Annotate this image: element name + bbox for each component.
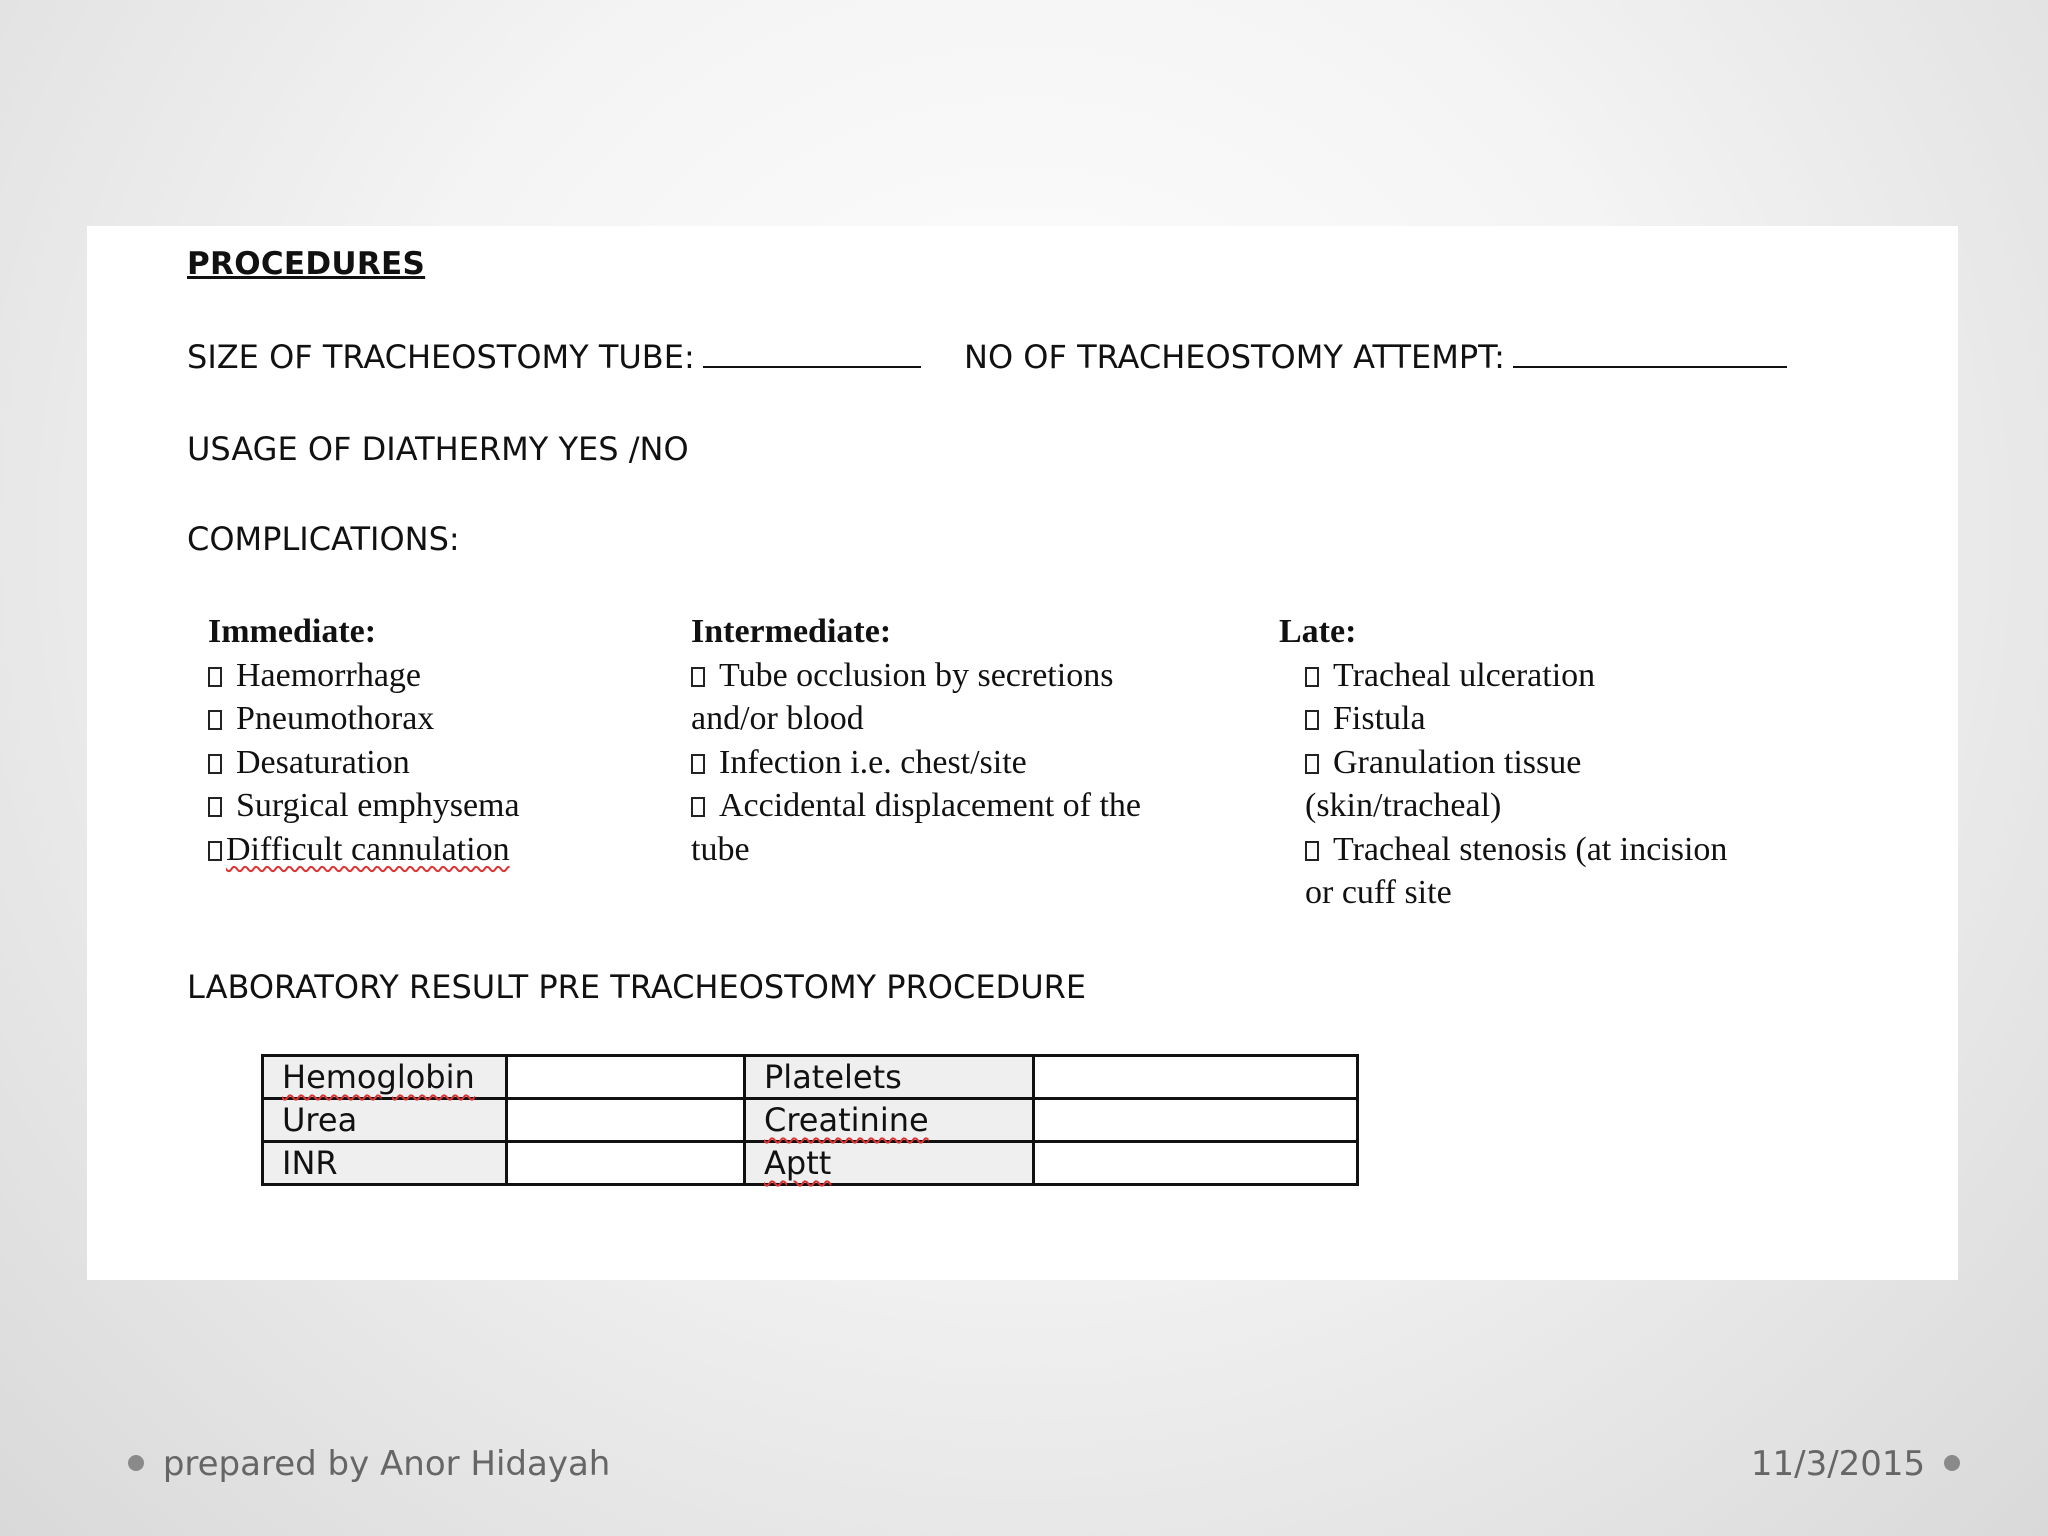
- list-item-continuation: (skin/tracheal): [1305, 787, 1502, 824]
- complications-intermediate: [691, 610, 1141, 871]
- footer-date-text: 11/3/2015: [1750, 1444, 1926, 1484]
- footer-author: [128, 1444, 610, 1484]
- checkbox-icon: [1305, 710, 1319, 730]
- attempt-label: NO OF TRACHEOSTOMY ATTEMPT:: [964, 338, 1505, 376]
- tube-size-row: [187, 338, 921, 376]
- checkbox-icon: [208, 710, 222, 730]
- list-item-continuation: or cuff site: [1305, 874, 1452, 911]
- attempt-row: [964, 338, 1787, 376]
- list-item-continuation: and/or blood: [691, 700, 864, 737]
- complications-late: [1279, 610, 1727, 915]
- table-cell-label: Urea: [263, 1099, 507, 1142]
- table-row: [263, 1099, 1358, 1142]
- checkbox-icon: [208, 841, 222, 861]
- table-cell-value: [507, 1142, 745, 1185]
- list-item: Fistula: [1279, 697, 1727, 741]
- checkbox-icon: [1305, 754, 1319, 774]
- bullet-icon: [1944, 1455, 1960, 1471]
- list-item-continuation: tube: [691, 830, 750, 868]
- checkbox-icon: [691, 754, 705, 774]
- table-row: [263, 1056, 1358, 1099]
- table-cell-label: Creatinine: [745, 1099, 1034, 1142]
- list-item: Accidental displacement of the: [691, 784, 1141, 828]
- table-cell-value: [1034, 1056, 1358, 1099]
- footer-author-text: prepared by Anor Hidayah: [162, 1444, 611, 1484]
- list-item: Tracheal stenosis (at incision: [1279, 828, 1727, 872]
- list-item: Haemorrhage: [208, 654, 520, 698]
- checkbox-icon: [691, 797, 705, 817]
- table-cell-label: Platelets: [745, 1056, 1034, 1099]
- list-item: Infection i.e. chest/site: [691, 741, 1141, 785]
- attempt-blank: [1513, 364, 1787, 368]
- checkbox-icon: [208, 797, 222, 817]
- complications-immediate: [208, 610, 520, 871]
- checkbox-icon: [1305, 841, 1319, 861]
- table-row: [263, 1142, 1358, 1185]
- list-item: Surgical emphysema: [208, 784, 520, 828]
- list-item: Difficult cannulation: [208, 828, 520, 872]
- complications-label: COMPLICATIONS:: [187, 520, 460, 558]
- procedures-title: PROCEDURES: [187, 246, 426, 282]
- table-cell-value: [507, 1099, 745, 1142]
- table-cell-value: [507, 1056, 745, 1099]
- bullet-icon: [128, 1455, 144, 1471]
- checkbox-icon: [691, 667, 705, 687]
- footer-date: [1751, 1444, 1960, 1484]
- checkbox-icon: [208, 667, 222, 687]
- table-cell-label: Aptt: [745, 1142, 1034, 1185]
- document-image: [87, 226, 1958, 1280]
- column-heading: Immediate:: [208, 613, 377, 650]
- diathermy-label: USAGE OF DIATHERMY YES /NO: [187, 430, 689, 468]
- checkbox-icon: [1305, 667, 1319, 687]
- table-cell-value: [1034, 1142, 1358, 1185]
- list-item: Tube occlusion by secretions: [691, 654, 1141, 698]
- list-item: Tracheal ulceration: [1279, 654, 1727, 698]
- list-item: Pneumothorax: [208, 697, 520, 741]
- column-heading: Intermediate:: [691, 613, 892, 650]
- lab-heading: LABORATORY RESULT PRE TRACHEOSTOMY PROCEDURE: [187, 968, 1087, 1006]
- checkbox-icon: [208, 754, 222, 774]
- table-cell-label: Hemoglobin: [263, 1056, 507, 1099]
- list-item: Granulation tissue: [1279, 741, 1727, 785]
- table-cell-value: [1034, 1099, 1358, 1142]
- table-cell-label: INR: [263, 1142, 507, 1185]
- tube-size-label: SIZE OF TRACHEOSTOMY TUBE:: [187, 338, 695, 376]
- column-heading: Late:: [1279, 613, 1357, 650]
- tube-size-blank: [703, 364, 921, 368]
- list-item: Desaturation: [208, 741, 520, 785]
- lab-results-table: [261, 1054, 1359, 1186]
